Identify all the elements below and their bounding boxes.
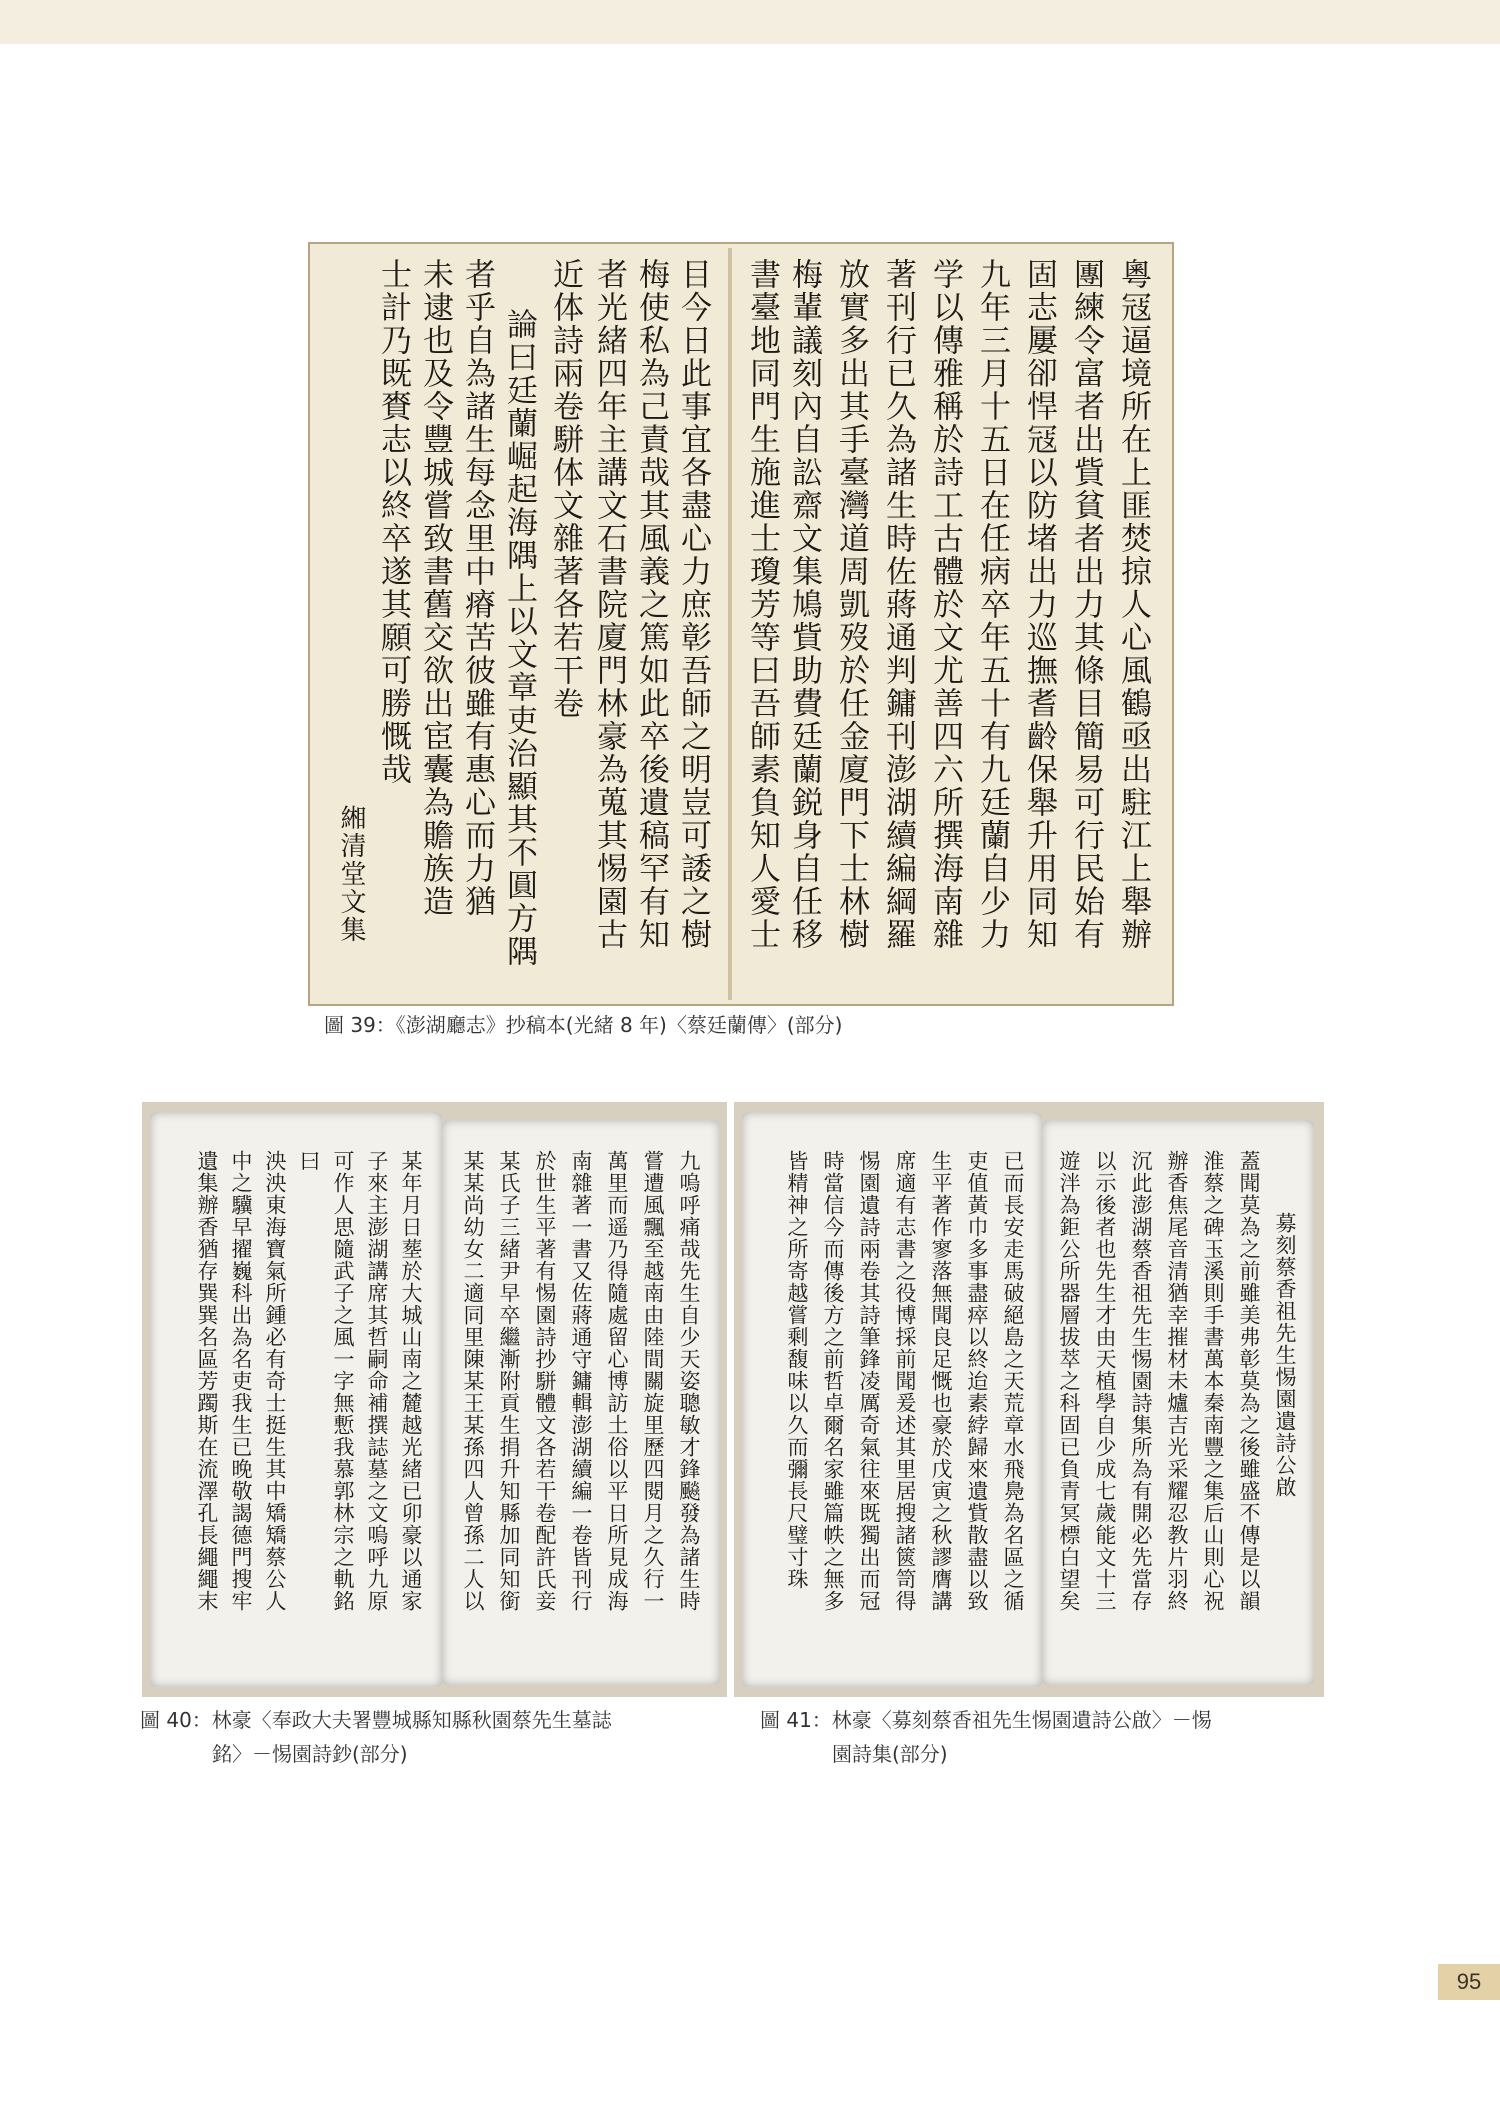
manuscript-column: 者光緒四年主講文石書院廈門林豪為蒐其惕園古	[591, 258, 627, 951]
manuscript-column: 学以傳雅稱於詩工古體於文尤善四六所撰海南雜	[927, 258, 963, 951]
manuscript-column: 中之驥早擢巍科出為名吏我生已晚敬謁德門搜牢	[229, 1150, 253, 1612]
manuscript-column: 時當信今而傳後方之前哲卓爾名家雖篇帙之無多	[821, 1150, 845, 1612]
manuscript-column: 某年月日塟於大城山南之麓越光緒已卯豪以通家	[399, 1150, 423, 1612]
manuscript-column: 蓋聞莫為之前雖美弗彰莫為之後雖盛不傳是以韻	[1237, 1150, 1261, 1612]
manuscript-column: 目今日此事宜各盡心力庶彰吾師之明豈可諉之樹	[675, 258, 711, 951]
figure-40-caption-line2: 銘〉－惕園詩鈔(部分)	[212, 1742, 408, 1766]
manuscript-column: 士計乃既賚志以終卒遂其願可勝慨哉	[375, 258, 411, 786]
top-band	[0, 0, 1500, 44]
manuscript-column: 論曰廷蘭崛起海隅上以文章吏治顯其不圓方隅	[501, 308, 537, 968]
page-number: 95	[1438, 1964, 1500, 2000]
figure-41-caption-line1: 圖 41：林豪〈募刻蔡香祖先生惕園遺詩公啟〉－惕	[760, 1708, 1212, 1732]
manuscript-column: 辦香焦尾音清猶幸摧材未爐吉光采耀忍教片羽終	[1165, 1150, 1189, 1612]
book-gutter	[728, 248, 732, 1000]
manuscript-column: 近体詩兩卷駢体文雜著各若干卷	[547, 258, 583, 720]
manuscript-column: 以示後者也先生才由天植學自少成七歲能文十三	[1093, 1150, 1117, 1612]
manuscript-signature: 緗清堂文集	[336, 804, 366, 944]
manuscript-column: 曰	[297, 1150, 321, 1172]
figure-40-photo	[142, 1102, 727, 1697]
manuscript-column: 遊泮為鉅公所器層拔萃之科固已負青冥標白望矣	[1057, 1150, 1081, 1612]
figure-40-caption	[140, 1703, 750, 1771]
manuscript-column: 者乎自為諸生每念里中瘠苦彼雖有惠心而力猶	[459, 258, 495, 918]
manuscript-column: 梅使私為己責哉其風義之篤如此卒後遺稿罕有知	[633, 258, 669, 951]
manuscript-column: 書臺地同門生施進士瓊芳等曰吾師素負知人愛士	[744, 258, 780, 951]
manuscript-column: 已而長安走馬破絕島之天荒章水飛鳧為名區之循	[1001, 1150, 1025, 1612]
manuscript-column: 團練令富者出貲貧者出力其條目簡易可行民始有	[1068, 258, 1104, 951]
manuscript-column: 遺集辦香猶存巽巽名區芳躅斯在流澤孔長繩繩末	[195, 1150, 219, 1612]
manuscript-column: 沉此澎湖蔡香祖先生惕園詩集所為有開必先當存	[1129, 1150, 1153, 1612]
manuscript-column: 吏值黃巾多事盡瘁以終迨素綍歸來遺貲散盡以致	[965, 1150, 989, 1612]
manuscript-column: 子來主澎湖講席其哲嗣命補撰誌墓之文嗚呼九原	[365, 1150, 389, 1612]
figure-41-caption	[760, 1703, 1320, 1771]
manuscript-column: 泱泱東海寶氣所鍾必有奇士挺生其中矯矯蔡公人	[263, 1150, 287, 1612]
manuscript-column: 著刊行已久為諸生時佐蔣通判鏞刊澎湖續編綱羅	[880, 258, 916, 951]
manuscript-column: 淮蔡之碑玉溪則手書萬本秦南豐之集后山則心祝	[1201, 1150, 1225, 1612]
manuscript-column: 生平著作寥落無聞良足慨也豪於戊寅之秋謬膺講	[929, 1150, 953, 1612]
manuscript-column: 南雜著一書又佐蔣通守鏞輯澎湖續編一卷皆刊行	[569, 1150, 593, 1612]
manuscript-column: 某某尚幼女二適同里陳某王某孫四人曾孫二人以	[461, 1150, 485, 1612]
manuscript-column: 嘗遭風飄至越南由陸間關旋里歷四閱月之久行一	[641, 1150, 665, 1612]
figure-41-caption-line2: 園詩集(部分)	[832, 1742, 948, 1766]
figure-39-manuscript-image	[308, 242, 1174, 1006]
manuscript-column: 九嗚呼痛哉先生自少天姿聰敏才鋒飈發為諸生時	[677, 1150, 701, 1612]
manuscript-column: 席適有志書之役博採前聞爰述其里居搜諸篋笥得	[893, 1150, 917, 1612]
manuscript-column: 粵冦逼境所在上匪焚掠人心風鶴亟出駐江上舉辦	[1115, 258, 1151, 951]
manuscript-column: 放實多出其手臺灣道周凱歿於任金廈門下士林樹	[833, 258, 869, 951]
manuscript-column: 皆精神之所寄越嘗剩馥味以久而彌長尺璧寸珠	[785, 1150, 809, 1590]
figure-41-photo	[734, 1102, 1324, 1697]
manuscript-column: 惕園遺詩兩卷其詩筆鋒凌厲奇氣往來既獨出而冠	[857, 1150, 881, 1612]
manuscript-column: 九年三月十五日在任病卒年五十有九廷蘭自少力	[974, 258, 1010, 951]
manuscript-column: 萬里而遥乃得隨處留心博訪土俗以平日所見成海	[605, 1150, 629, 1612]
figure-39-caption: 圖 39：《澎湖廳志》抄稿本(光緒 8 年)〈蔡廷蘭傳〉(部分)	[324, 1013, 843, 1037]
manuscript-column: 固志屢卻悍冦以防堵出力巡撫耆齡保舉升用同知	[1021, 258, 1057, 951]
manuscript-column: 募刻蔡香祖先生惕園遺詩公啟	[1273, 1212, 1297, 1498]
manuscript-column: 某氏子三緒尹早卒繼漸附貢生捐升知縣加同知銜	[497, 1150, 521, 1612]
manuscript-column: 梅輩議刻內自訟齋文集鳩貲助費廷蘭鋭身自任移	[786, 258, 822, 951]
manuscript-column: 未逮也及令豐城嘗致書舊交欲出宦囊為贍族造	[417, 258, 453, 918]
manuscript-column: 可作人思隨武子之風一字無慙我慕郭林宗之軌銘	[331, 1150, 355, 1612]
figure-40-caption-line1: 圖 40：林豪〈奉政大夫署豐城縣知縣秋園蔡先生墓誌	[140, 1708, 612, 1732]
manuscript-column: 於世生平著有惕園詩抄駢體文各若干卷配許氏妾	[533, 1150, 557, 1612]
